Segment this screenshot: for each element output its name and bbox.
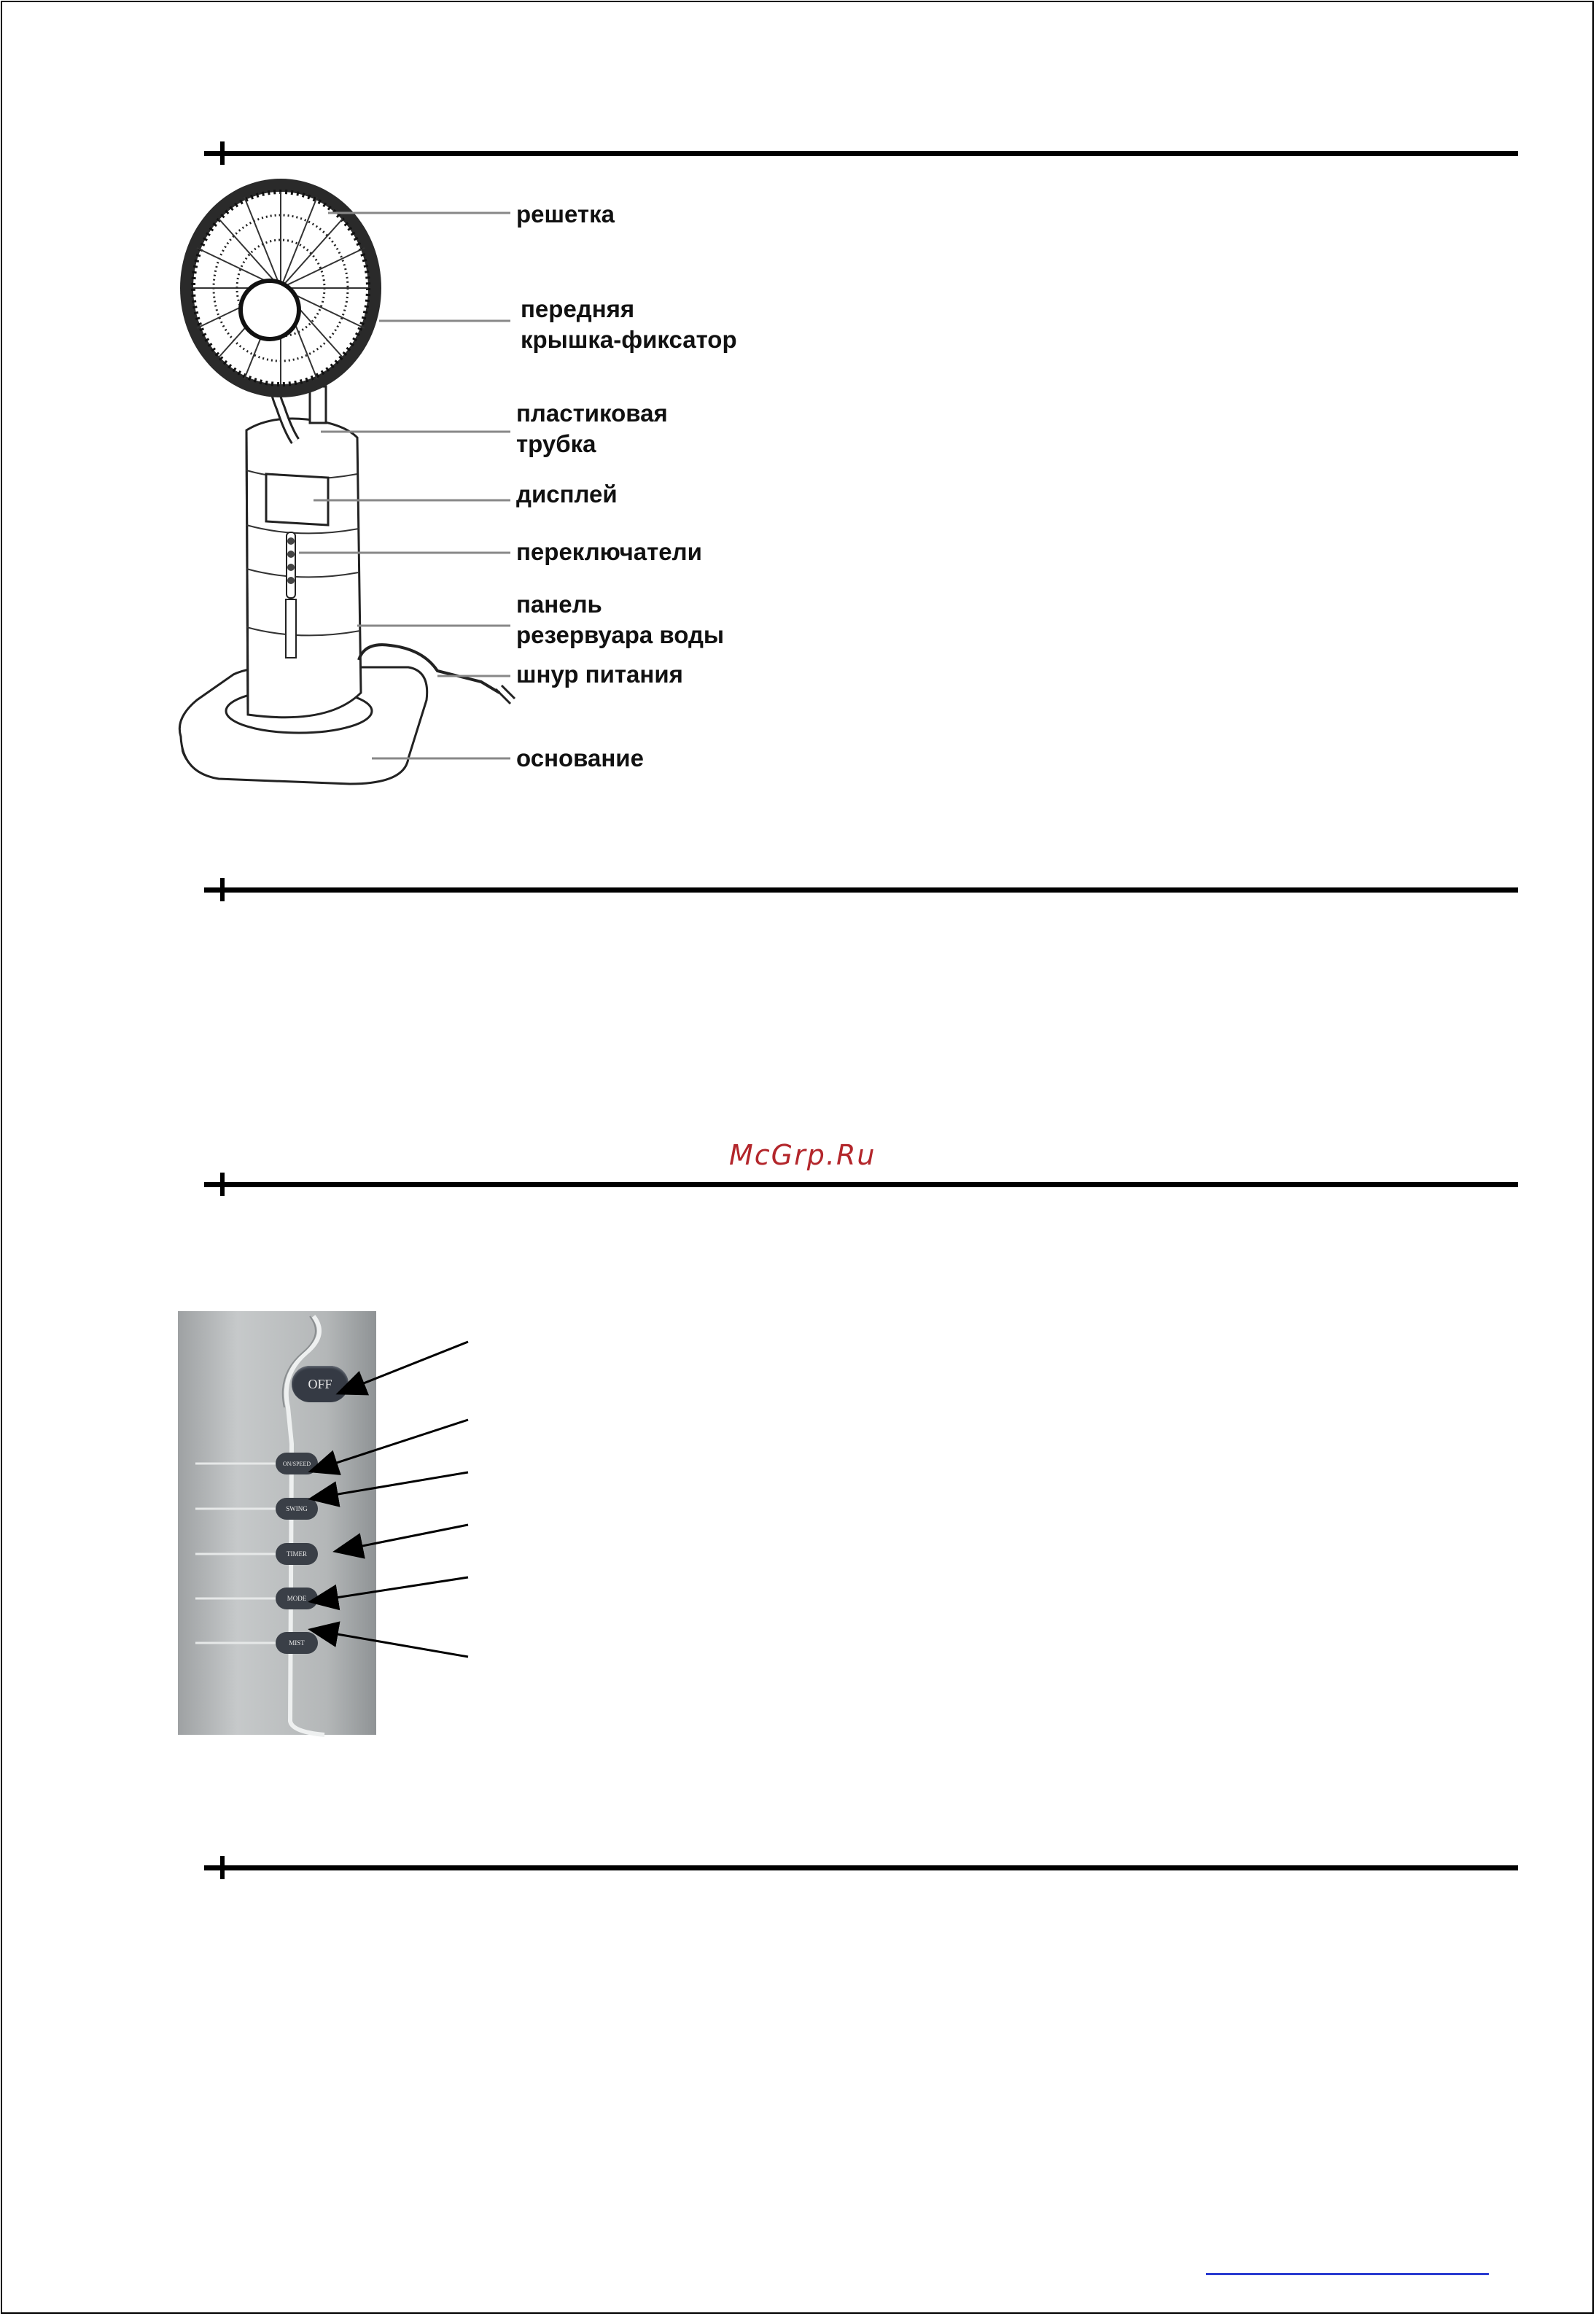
arrow-mode: [312, 1577, 468, 1601]
onspeed-button-label: ON/SPEED: [282, 1460, 311, 1467]
label-grille: решетка: [516, 201, 615, 228]
label-tank-line2: резервуара воды: [516, 621, 725, 648]
swing-button-label: SWING: [286, 1505, 308, 1512]
section-rule-4: [204, 1865, 1518, 1870]
mode-button-label: MODE: [287, 1595, 307, 1602]
label-tube-line2: трубка: [516, 430, 596, 457]
label-switches: переключатели: [516, 538, 702, 565]
control-panel-arrows: [0, 0, 510, 1750]
label-tube-line1: пластиковая: [516, 400, 668, 427]
label-display: дисплей: [516, 481, 618, 508]
arrow-swing: [312, 1472, 468, 1499]
label-base: основание: [516, 745, 644, 772]
section-rule-4-tick: [220, 1856, 225, 1879]
label-cord: шнур питания: [516, 661, 683, 688]
arrow-off: [340, 1342, 468, 1393]
off-button-label: OFF: [308, 1376, 332, 1391]
footer-link[interactable]: [1206, 2273, 1489, 2275]
arrow-mist: [312, 1630, 468, 1657]
timer-button-label: TIMER: [287, 1550, 307, 1558]
label-front-cover-line2: крышка-фиксатор: [521, 326, 737, 353]
arrow-onspeed: [312, 1420, 468, 1471]
watermark: McGrp.Ru: [729, 1139, 876, 1171]
label-tank-line1: панель: [516, 591, 602, 618]
mist-button-label: MIST: [289, 1639, 305, 1647]
arrow-timer: [337, 1525, 468, 1551]
label-front-cover-line1: передняя: [521, 295, 635, 322]
